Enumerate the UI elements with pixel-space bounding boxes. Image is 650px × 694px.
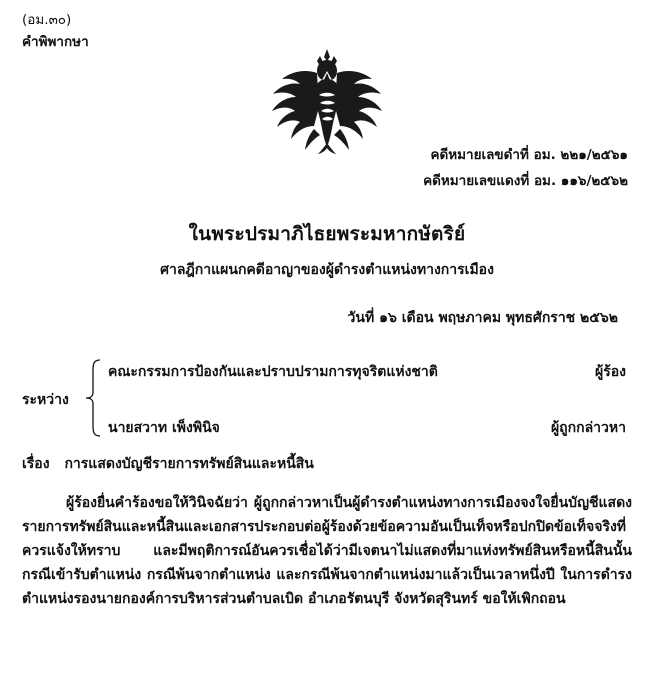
title-block [22, 219, 632, 281]
party-role: ผู้ร้อง [595, 363, 626, 380]
case-numbers [423, 142, 628, 195]
body-paragraph: ผู้ร้องยื่นคำร้องขอให้วินิจฉัยว่า ผู้ถูกกล่าวหาเป็นผู้ดำรงตำแหน่งทางการเมืองจงใจยื่นบัญชีแสดงรายการทรัพย์สินและหนี้สินและเอกสารประกอบต่อผู้ร้องด้วยข้อความอันเป็นเท็จหรือปกปิดข้อเท็จจริงที่ควรแจ้งให้ทราบ และมีพฤติการณ์อันควรเชื่อได้ว่ามีเจตนาไม่แสดงที่มาแห่งทรัพย์สินหรือหนี้สินนั้น กรณีเข้ารับตำแหน่ง กรณีพ้นจากตำแหน่ง และกรณีพ้นจากตำแหน่งมาแล้วเป็นเวลาหนึ่งปี ในการดำรงตำแหน่งรองนายกองค์การบริหารส่วนตำบลเบิด อำเภอรัตนบุรี จังหวัดสุรินทร์ ขอให้เพิกถอน [22, 494, 632, 607]
between-label: ระหว่าง [22, 391, 69, 408]
emblem-container [22, 47, 632, 155]
party-row [108, 417, 626, 439]
party-row [108, 361, 626, 383]
party-name: คณะกรรมการป้องกันและปราบปรามการทุจริตแห่งชาติ [108, 363, 438, 380]
case-number-red: คดีหมายเลขแดงที่ อม. ๑๑๖/๒๕๖๒ [423, 173, 628, 190]
body-text [22, 491, 632, 611]
parties-block [22, 355, 632, 441]
court-name: ศาลฎีกาแผนกคดีอาญาของผู้ดำรงตำแหน่งทางการเมือง [160, 261, 494, 278]
document-code: (อม.๓๐) [22, 12, 72, 28]
case-number-black: คดีหมายเลขดำที่ อม. ๒๒๑/๒๕๖๑ [430, 147, 628, 163]
judgment-date: วันที่ ๑๖ เดือน พฤษภาคม พุทธศักราช ๒๕๖๒ [347, 309, 618, 326]
party-name: นายสวาท เพ็งพินิจ [108, 419, 220, 436]
document-kind: คำพิพากษา [22, 34, 89, 51]
garuda-emblem-icon [262, 47, 392, 155]
subject-label: เรื่อง [22, 455, 50, 472]
subject-value: การแสดงบัญชีรายการทรัพย์สินและหนี้สิน [64, 455, 314, 472]
brace-icon [84, 359, 102, 437]
party-role: ผู้ถูกกล่าวหา [550, 419, 626, 436]
page-title: ในพระปรมาภิไธยพระมหากษัตริย์ [188, 222, 466, 245]
subject-line [22, 453, 632, 475]
